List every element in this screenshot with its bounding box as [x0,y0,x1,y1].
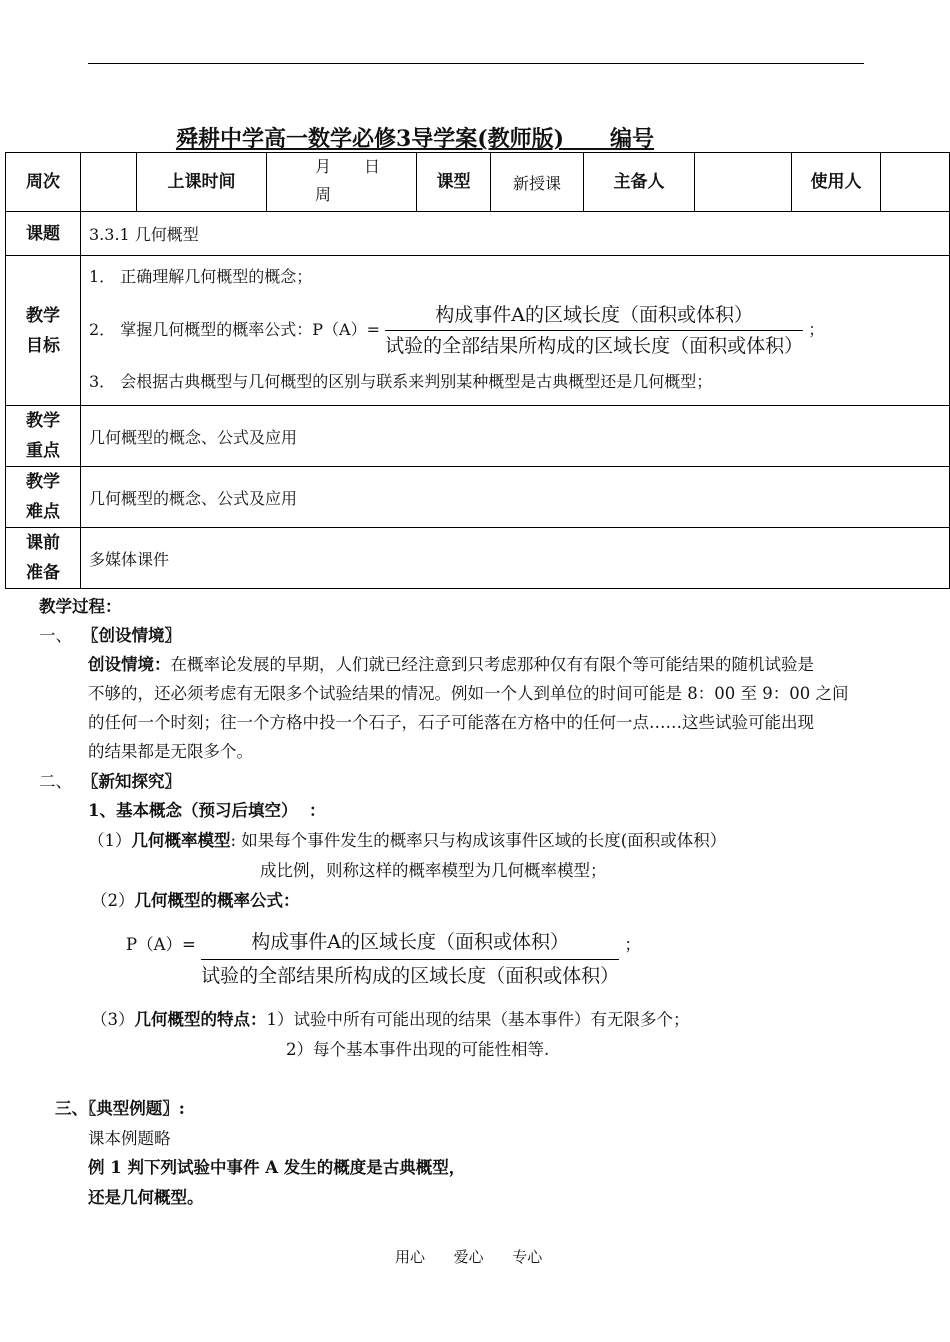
section-1-line-4: 的结果都是无限多个。 [88,742,253,761]
preparer-value [695,153,792,212]
definition-2-term: 几何概型的概率公式： [134,891,300,910]
definition-2-prefix: （2） [91,891,135,910]
section-1-body [88,650,938,766]
prep-label [6,528,81,589]
prep-label-line2: 准备 [26,563,60,583]
day-label: 日 [364,157,381,176]
section-1-line-3: 的任何一个时刻；往一个方格中投一个石子，石子可能落在方格中的任何一点……这些试验可能出现 [88,713,814,732]
focus-label-line1: 教学 [26,411,60,431]
section-1-lead: 创设情境： [88,655,171,674]
definition-1-term: 几何概率模型 [131,831,231,850]
goals-content [81,256,950,406]
focus-label [6,406,81,467]
header-rule [88,63,864,64]
goal-2-numerator: 构成事件A的区域长度（面积或体积） [385,302,803,331]
preparer-label: 主备人 [584,153,695,212]
definition-3-item-2: 2）每个基本事件出现的可能性相等. [286,1040,550,1059]
row-focus [6,406,950,467]
goal-2-prefix: 2． 掌握几何概型的概率公式：P（A）= [89,320,380,339]
section-1-number: 一、 [39,626,72,645]
difficulty-label-line2: 难点 [26,502,60,522]
definition-1-line-2: 成比例，则称这样的概率模型为几何概率模型； [260,861,607,880]
section-1-line-2: 不够的，还必须考虑有无限多个试验结果的情况。例如一个人到单位的时间可能是 8：00 至 9：00 之间 [88,684,849,703]
row-goals [6,256,950,406]
topic-value: 3.3.1 几何概型 [81,212,950,256]
section-2-title: 〖新知探究〗 [82,772,181,791]
class-time-label: 上课时间 [137,153,267,212]
month-label: 月 [315,157,332,176]
difficulty-value: 几何概型的概念、公式及应用 [81,467,950,528]
page-footer: 用心 爱心 专心 [395,1248,543,1266]
goals-label-line1: 教学 [26,305,60,326]
lesson-type-value: 新授课 [491,153,584,212]
definition-2 [91,886,300,915]
goal-2-fraction [385,302,803,359]
formula-prefix: P（A）= [126,935,196,954]
page-title: 舜耕中学高一数学必修3导学案(教师版) 编号 [175,126,655,152]
weekday-label: 周 [315,185,332,204]
section-1-line-1 [88,650,938,679]
goal-2 [89,302,941,359]
prep-label-line1: 课前 [26,533,60,553]
definition-3-term: 几何概型的特点： [134,1010,267,1029]
probability-formula [126,928,641,991]
definition-1-prefix: （1） [88,831,132,850]
example-1-line-2: 还是几何概型。 [88,1188,204,1207]
row-meta [6,153,950,212]
week-label: 周次 [6,153,81,212]
example-1-line-1: 例 1 判下列试验中事件 A 发生的概度是古典概型， [88,1158,466,1177]
section-1-title: 〖创设情境〗 [82,626,181,645]
definition-3 [91,1005,690,1034]
focus-label-line2: 重点 [26,441,60,461]
user-label: 使用人 [792,153,881,212]
focus-value: 几何概型的概念、公式及应用 [81,406,950,467]
lesson-type-label: 课型 [417,153,491,212]
definition-3-prefix: （3） [91,1010,135,1029]
goal-2-denominator: 试验的全部结果所构成的区域长度（面积或体积） [385,335,804,357]
goals-label [6,256,81,406]
lesson-info-table [5,152,950,589]
formula-suffix: ； [624,935,641,954]
week-value [81,153,137,212]
prep-value: 多媒体课件 [81,528,950,589]
row-prep [6,528,950,589]
section-1-line-1-text: 在概率论发展的早期，人们就已经注意到只考虑那种仅有有限个等可能结果的随机试验是 [170,655,814,674]
row-topic [6,212,950,256]
row-difficulty [6,467,950,528]
section-2-subheading: 1、基本概念（预习后填空） ： [88,801,326,820]
formula-fraction [201,928,619,991]
topic-label: 课题 [6,212,81,256]
section-1-heading [39,621,181,650]
goal-1: 1． 正确理解几何概型的概念； [89,267,313,286]
section-2-heading [39,767,181,796]
goal-2-suffix: ； [808,320,825,339]
goal-3: 3． 会根据古典概型与几何概型的区别与联系来判别某种概型是古典概型还是几何概型； [89,372,713,391]
difficulty-label-line1: 教学 [26,472,60,492]
formula-numerator: 构成事件A的区域长度（面积或体积） [201,928,619,960]
class-time-value [267,153,417,212]
section-3-line-1: 课本例题略 [88,1129,171,1148]
definition-1 [88,826,726,855]
definition-3-item-1: 1）试验中所有可能出现的结果（基本事件）有无限多个； [266,1010,690,1029]
difficulty-label [6,467,81,528]
section-2-number: 二、 [39,772,72,791]
user-value [881,153,950,212]
process-heading: 教学过程： [39,597,122,616]
goals-label-line2: 目标 [26,335,60,356]
definition-1-line-1: : 如果每个事件发生的概率只与构成该事件区域的长度(面积或体积） [230,831,727,850]
formula-denominator: 试验的全部结果所构成的区域长度（面积或体积） [201,965,620,987]
section-3-heading: 三、〖典型例题〗: [55,1099,185,1118]
